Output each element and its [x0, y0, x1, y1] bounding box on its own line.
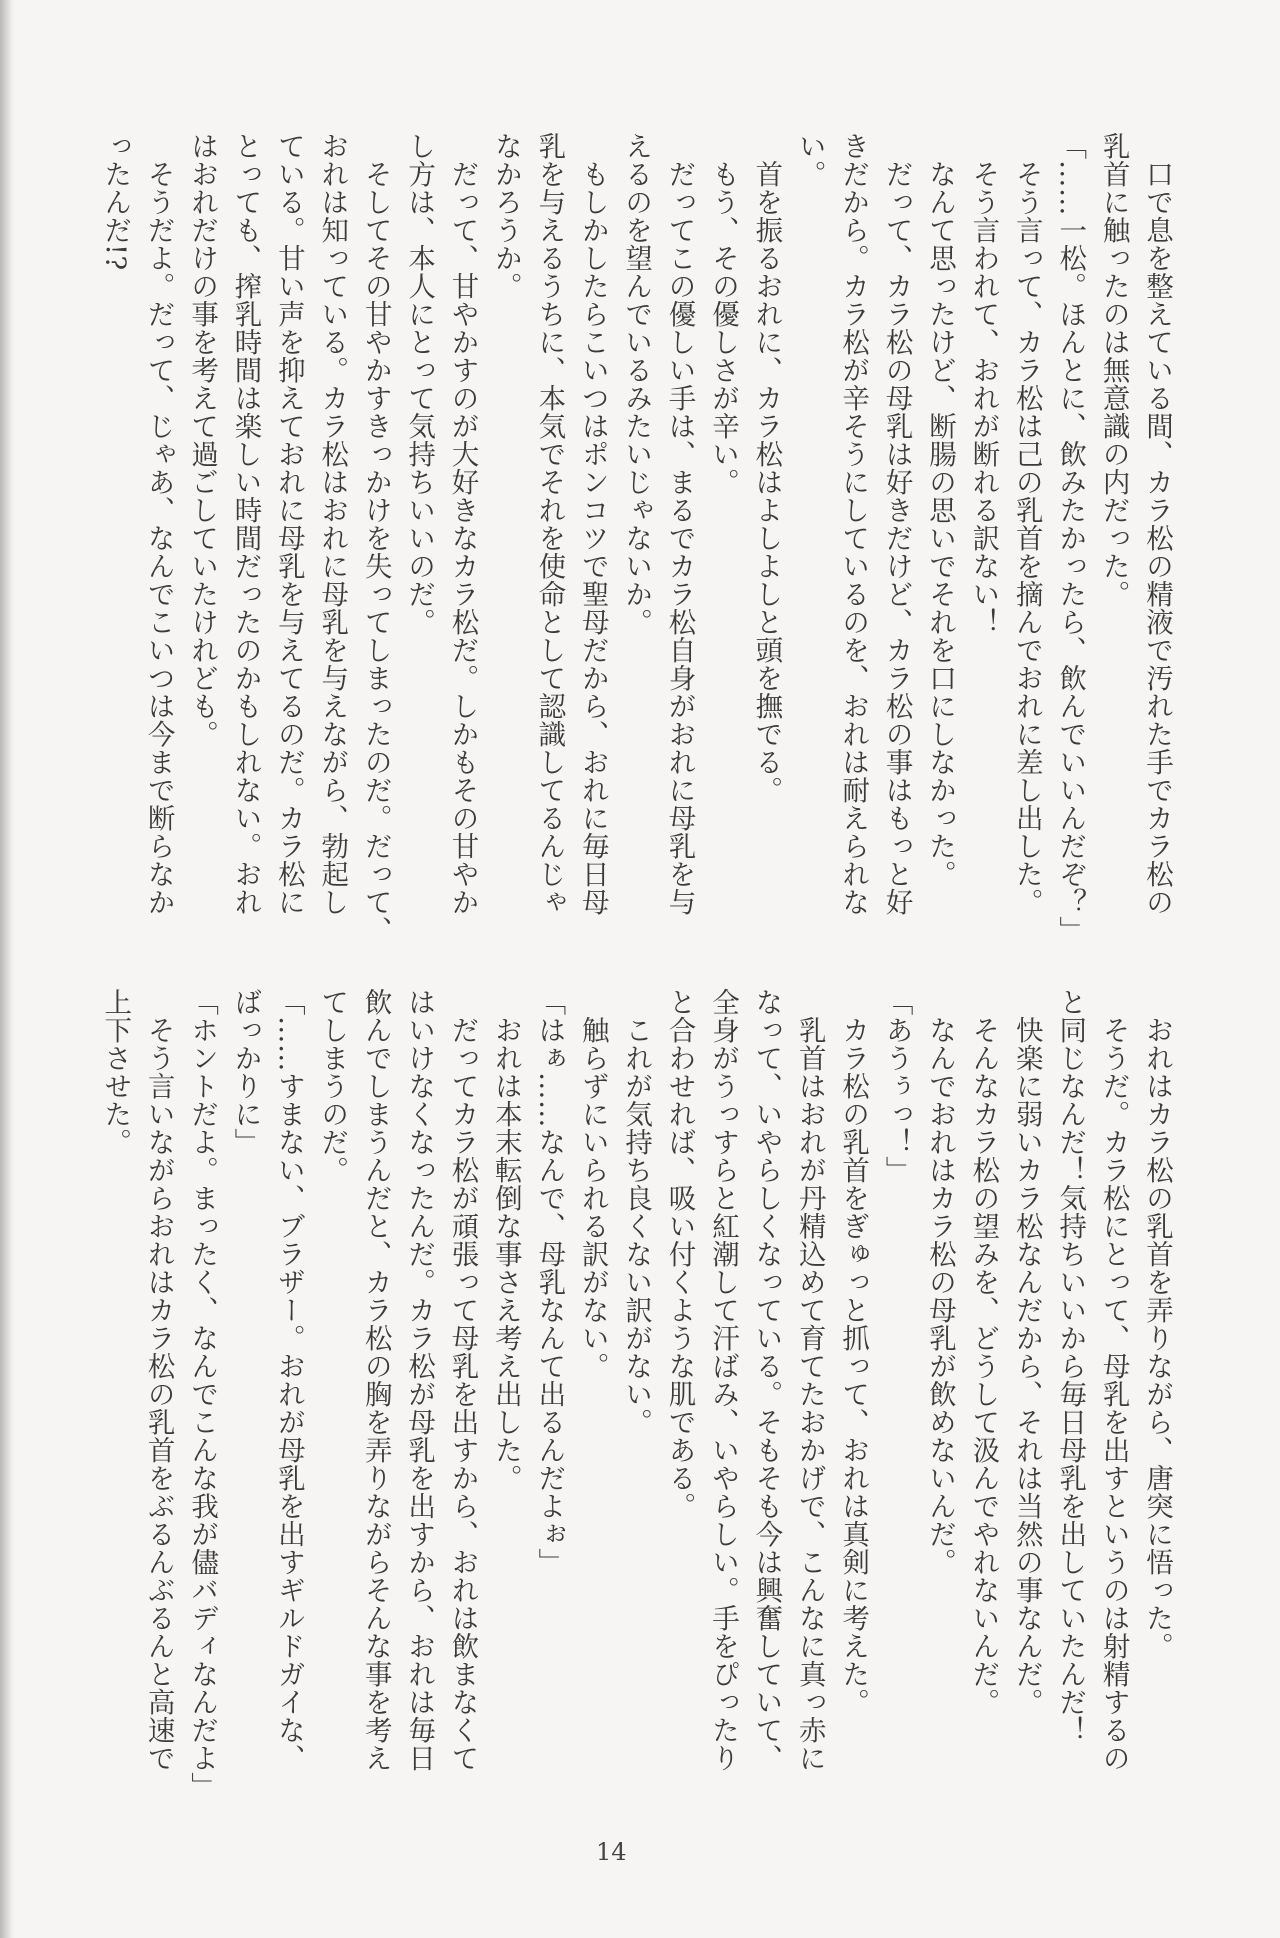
text-line: と合わせれば、吸い付くような肌である。: [663, 988, 696, 1520]
text-line: 「ホントだよ。まったく、なんでこんな我が儘バディなんだよ」: [186, 988, 219, 1800]
text-line: 触らずにいられる訳がない。: [576, 988, 609, 1380]
text-line: はおれだけの事を考えて過ごしていたけれども。: [186, 132, 219, 748]
upper-text-block: [93, 132, 1178, 944]
text-line: 快楽に弱いカラ松なんだから、それは当然の事なんだ。: [1010, 988, 1043, 1716]
text-line: 乳を与えるうちに、本気でそれを使命として認識してるんじゃ: [533, 132, 566, 916]
text-line: きだから。カラ松が辛そうにしているのを、おれは耐えられな: [837, 132, 870, 916]
text-line: だってカラ松が頑張って母乳を出すから、おれは飲まなくて: [446, 988, 479, 1772]
text-line: そう言われて、おれが断れる訳ない！: [967, 132, 1000, 636]
text-line: これが気持ち良くない訳がない。: [620, 988, 653, 1436]
text-line: おれは知っている。カラ松はおれに母乳を与えながら、勃起し: [316, 132, 349, 916]
text-line: 首を振るおれに、カラ松はよしよしと頭を撫でる。: [750, 132, 783, 804]
text-line: おれはカラ松の乳首を弄りながら、唐突に悟った。: [1141, 988, 1173, 1660]
text-line: おれは本末転倒な事さえ考え出した。: [489, 988, 522, 1492]
text-line: 口で息を整えている間、カラ松の精液で汚れた手でカラ松の: [1141, 132, 1173, 916]
text-line: し方は、本人にとって気持ちいいのだ。: [403, 132, 436, 636]
text-line: なんでおれはカラ松の母乳が飲めないんだ。: [923, 988, 956, 1576]
text-line: 乳首に触ったのは無意識の内だった。: [1097, 132, 1130, 608]
text-line: とっても、搾乳時間は楽しい時間だったのかもしれない。おれ: [229, 132, 262, 916]
text-line: はいけなくなったんだ。カラ松が母乳を出すから、おれは毎日: [403, 988, 436, 1772]
text-line: もう、その優しさが辛い。: [706, 132, 739, 496]
page-binding-shadow: [0, 0, 14, 1938]
text-line: そう言って、カラ松は己の乳首を摘んでおれに差し出した。: [1010, 132, 1043, 916]
text-line: ったんだ!?: [99, 132, 132, 271]
text-line: そしてその甘やかすきっかけを失ってしまったのだ。だって、: [359, 132, 392, 944]
text-line: 全身がうっすらと紅潮して汗ばみ、いやらしい。手をぴったり: [706, 988, 739, 1772]
text-line: だって、甘やかすのが大好きなカラ松だ。しかもその甘やか: [446, 132, 479, 916]
text-line: 「あうぅっ！」: [880, 988, 913, 1184]
text-line: ばっかりに」: [229, 988, 262, 1156]
text-line: い。: [793, 132, 826, 188]
text-line: カラ松の乳首をぎゅっと抓って、おれは真剣に考えた。: [837, 988, 870, 1716]
text-line: そうだ。カラ松にとって、母乳を出すというのは射精するの: [1097, 988, 1130, 1772]
text-line: 乳首はおれが丹精込めて育てたおかげで、こんなに真っ赤に: [793, 988, 826, 1772]
text-line: だってこの優しい手は、まるでカラ松自身がおれに母乳を与: [663, 132, 696, 916]
text-line: と同じなんだ！気持ちいいから毎日母乳を出していたんだ！: [1054, 988, 1087, 1744]
text-line: 「……すまない、ブラザー。おれが母乳を出すギルドガイな、: [272, 988, 305, 1772]
text-line: 「はぁ……なんで、母乳なんて出るんだよぉ」: [533, 988, 566, 1576]
text-line: そんなカラ松の望みを、どうして汲んでやれないんだ。: [967, 988, 1000, 1716]
text-line: だって、カラ松の母乳は好きだけど、カラ松の事はもっと好: [880, 132, 913, 916]
text-line: 「……一松。ほんとに、飲みたかったら、飲んでいいんだぞ？」: [1054, 132, 1087, 944]
text-line: なんて思ったけど、断腸の思いでそれを口にしなかった。: [923, 132, 956, 888]
text-line: ている。甘い声を抑えておれに母乳を与えてるのだ。カラ松に: [272, 132, 305, 916]
text-line: なかろうか。: [489, 132, 522, 300]
text-line: 飲んでしまうんだと、カラ松の胸を弄りながらそんな事を考え: [359, 988, 392, 1772]
page-number: 14: [596, 1838, 627, 1866]
text-line: 上下させた。: [99, 988, 132, 1156]
lower-text-block: [93, 988, 1178, 1800]
text-line: そうだよ。だって、じゃあ、なんでこいつは今まで断らなか: [142, 132, 175, 916]
text-line: もしかしたらこいつはポンコツで聖母だから、おれに毎日母: [576, 132, 609, 916]
text-line: なって、いやらしくなっている。そもそも今は興奮していて、: [750, 988, 783, 1772]
text-line: えるのを望んでいるみたいじゃないか。: [620, 132, 653, 636]
text-line: そう言いながらおれはカラ松の乳首をぶるんぶるんと高速で: [142, 988, 175, 1772]
text-line: てしまうのだ。: [316, 988, 349, 1184]
